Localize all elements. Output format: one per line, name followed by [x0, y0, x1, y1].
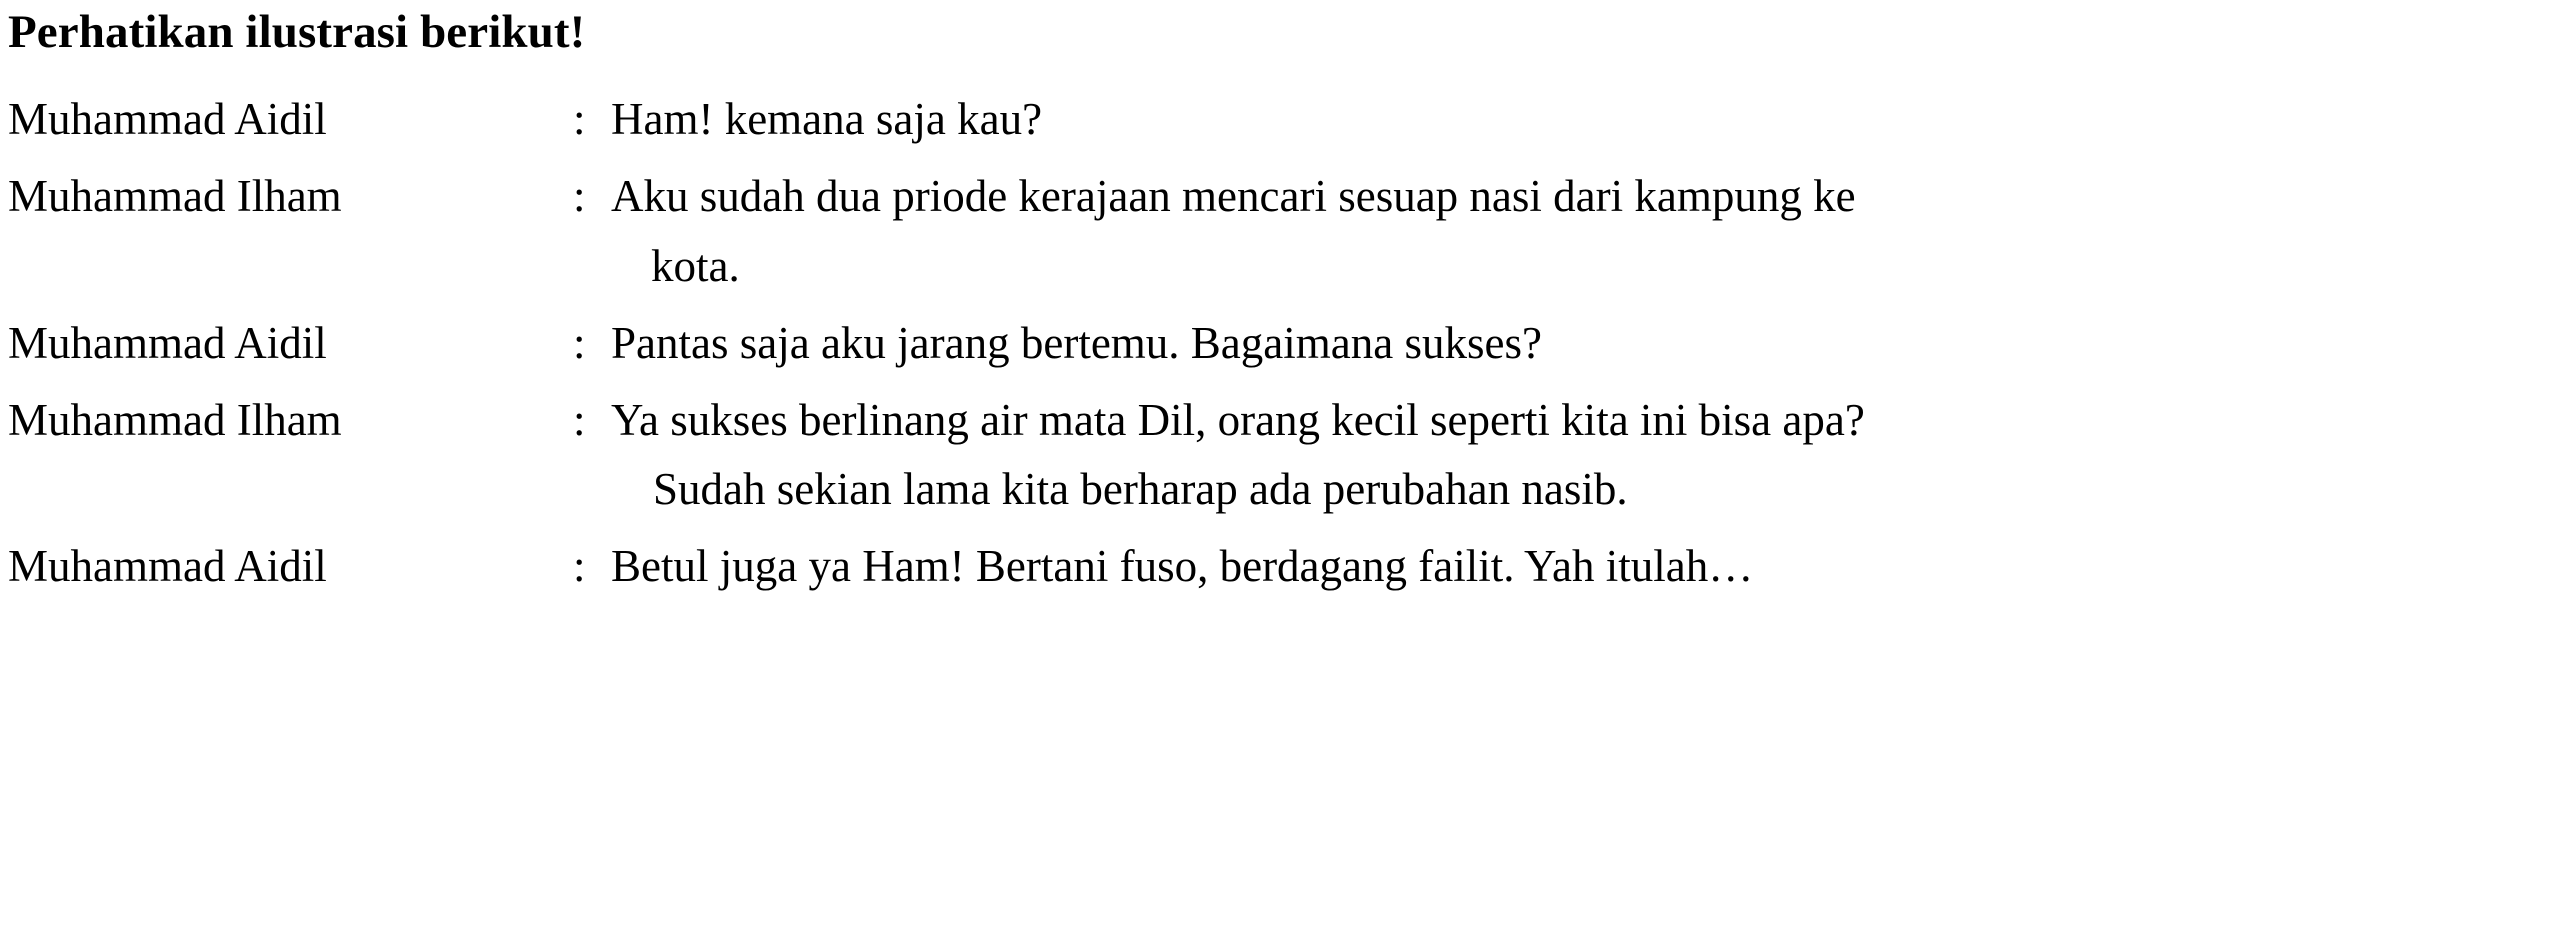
dialogue-line — [8, 540, 2523, 593]
speaker-colon: : — [573, 394, 586, 445]
dialogue-line — [8, 93, 2523, 146]
speaker-name: Muhammad Aidil — [8, 540, 327, 591]
dialogue-text-continuation: Sudah sekian lama kita berharap ada perubahan nasib. — [653, 463, 1628, 514]
dialogue-text-main: Betul juga ya Ham! Bertani fuso, berdagang failit. Yah itulah… — [611, 540, 1754, 591]
speaker-colon: : — [573, 94, 586, 145]
dialogue-text — [611, 93, 2523, 146]
page-title: Perhatikan ilustrasi berikut! — [8, 6, 586, 58]
speaker-colon: : — [573, 540, 586, 591]
dialogue-line — [8, 170, 2523, 292]
speaker-name: Muhammad Aidil — [8, 317, 327, 368]
dialogue-line — [8, 394, 2523, 516]
dialogue-text — [611, 540, 2523, 593]
speaker-name: Muhammad Ilham — [8, 171, 342, 222]
dialogue-text-main: Aku sudah dua priode kerajaan mencari sesuap nasi dari kampung ke — [611, 171, 1856, 222]
speaker-name: Muhammad Aidil — [8, 94, 327, 145]
speaker-colon: : — [573, 317, 586, 368]
dialogue-text-main: Ham! kemana saja kau? — [611, 94, 1043, 145]
dialogue-text — [611, 170, 2523, 292]
speaker-colon: : — [573, 171, 586, 222]
dialogue-text-main: Ya sukses berlinang air mata Dil, orang kecil seperti kita ini bisa apa? — [611, 394, 1865, 445]
dialogue-line — [8, 317, 2523, 370]
dialogue-text-main: Pantas saja aku jarang bertemu. Bagaimana sukses? — [611, 317, 1542, 368]
dialogue-text — [611, 394, 2523, 516]
dialogue-text-continuation: kota. — [651, 240, 740, 291]
speaker-name: Muhammad Ilham — [8, 394, 342, 445]
dialogue-list — [8, 93, 2523, 593]
dialogue-text — [611, 317, 2523, 370]
